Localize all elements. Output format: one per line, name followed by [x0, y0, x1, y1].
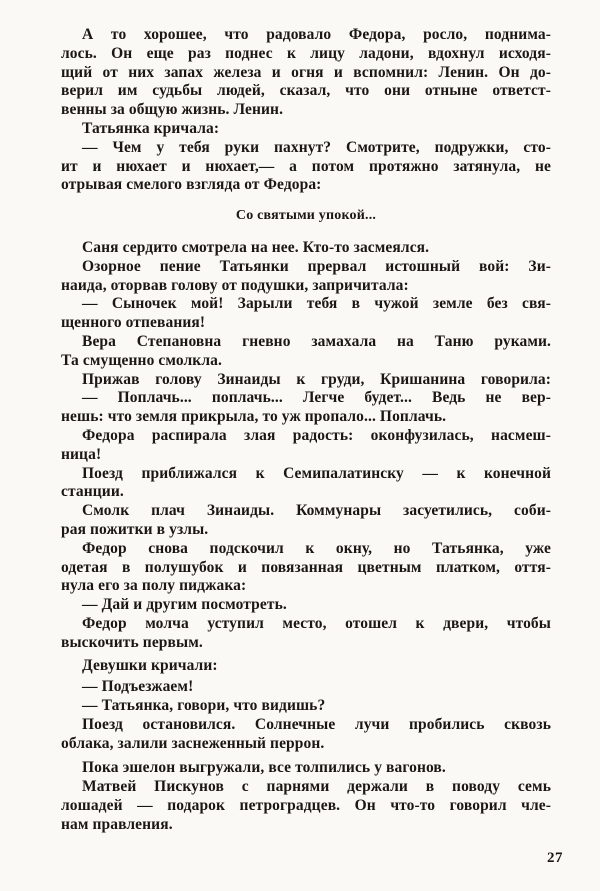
text-line: Смолк плач Зинаиды. Коммунары засуетились, соби- [82, 502, 551, 520]
text-line: Пока эшелон выгружали, все толпились у вагонов. [82, 759, 446, 777]
dialogue-line: — Подъезжаем! [82, 678, 194, 696]
text-line: нам правления. [61, 815, 173, 833]
text-line: Федор снова подскочил к окну, но Татьянка, уже [82, 539, 551, 557]
text-line: щий от них запах железа и огня и вспомнил: Ленин. Он до- [61, 63, 551, 81]
text-line: Прижав голову Зинаиды к груди, Кришанина говорила: [82, 370, 551, 388]
text-line: лось. Он еще раз поднес к лицу ладони, вдохнул исходя- [61, 44, 551, 62]
dialogue-line: — Дай и другим посмотреть. [82, 596, 287, 614]
text-line: нешь: что земля прикрыла, то уж пропало... Поплачь. [61, 408, 447, 426]
dialogue-line: — Татьянка, говори, что видишь? [82, 697, 326, 715]
text-line: Девушки кричали: [82, 656, 218, 674]
text-line: Поезд приближался к Семипалатинску — к конечной [82, 464, 551, 482]
text-line: Татьянка кричала: [82, 119, 220, 137]
text-line: верил им судьбы людей, сказал, что они отныне ответст- [61, 82, 551, 100]
dialogue-line: — Сыночек мой! Зарыли тебя в чужой земле без свя- [82, 295, 551, 313]
text-line: Озорное пение Татьянки прервал истошный вой: Зи- [82, 257, 551, 275]
hymn-refrain-line: Со святыми упокой... [235, 208, 377, 224]
text-line: Федор молча уступил место, отошел к двери, чтобы [82, 614, 551, 632]
text-line: А то хорошее, что радовало Федора, росло, поднима- [82, 26, 551, 43]
text-line: Саня сердито смотрела на нее. Кто-то засмеялся. [82, 238, 430, 256]
text-line: наида, оторвав голову от подушки, запричитала: [61, 276, 409, 294]
text-line: Вера Степановна гневно замахала на Таню руками. [82, 332, 551, 350]
text-line: облака, залили заснеженный перрон. [61, 734, 325, 752]
text-line: отрывая смелого взгляда от Федора: [61, 176, 322, 194]
text-line: лошадей — подарок петроградцев. Он что-то говорил чле- [61, 797, 551, 815]
page-number: 27 [547, 849, 563, 866]
text-line: Поезд остановился. Солнечные лучи пробились сквозь [82, 715, 551, 733]
text-line: станции. [61, 483, 124, 501]
text-line: нула его за полу пиджака: [61, 577, 247, 595]
text-line: Матвей Пискунов с парнями держали в поводу семь [82, 778, 551, 796]
text-line: Федора распирала злая радость: оконфузилась, насмеш- [82, 426, 551, 444]
text-line: ница! [61, 445, 102, 463]
text-line: выскочить первым. [61, 633, 203, 651]
text-line: щенного отпевания! [61, 314, 206, 332]
dialogue-line: — Поплачь... поплачь... Легче будет... Ведь не вер- [82, 389, 551, 407]
text-line: ит и нюхает и нюхает,— а потом протяжно затянула, не [61, 157, 551, 175]
text-line: венны за общую жизнь. Ленин. [61, 101, 284, 119]
text-line: одетая в полушубок и повязанная цветным платком, оття- [61, 558, 551, 576]
dialogue-line: — Чем у тебя руки пахнут? Смотрите, подружки, сто- [82, 138, 551, 156]
text-line: рая пожитки в узлы. [61, 520, 209, 538]
text-line: Та смущенно смолкла. [61, 351, 222, 369]
